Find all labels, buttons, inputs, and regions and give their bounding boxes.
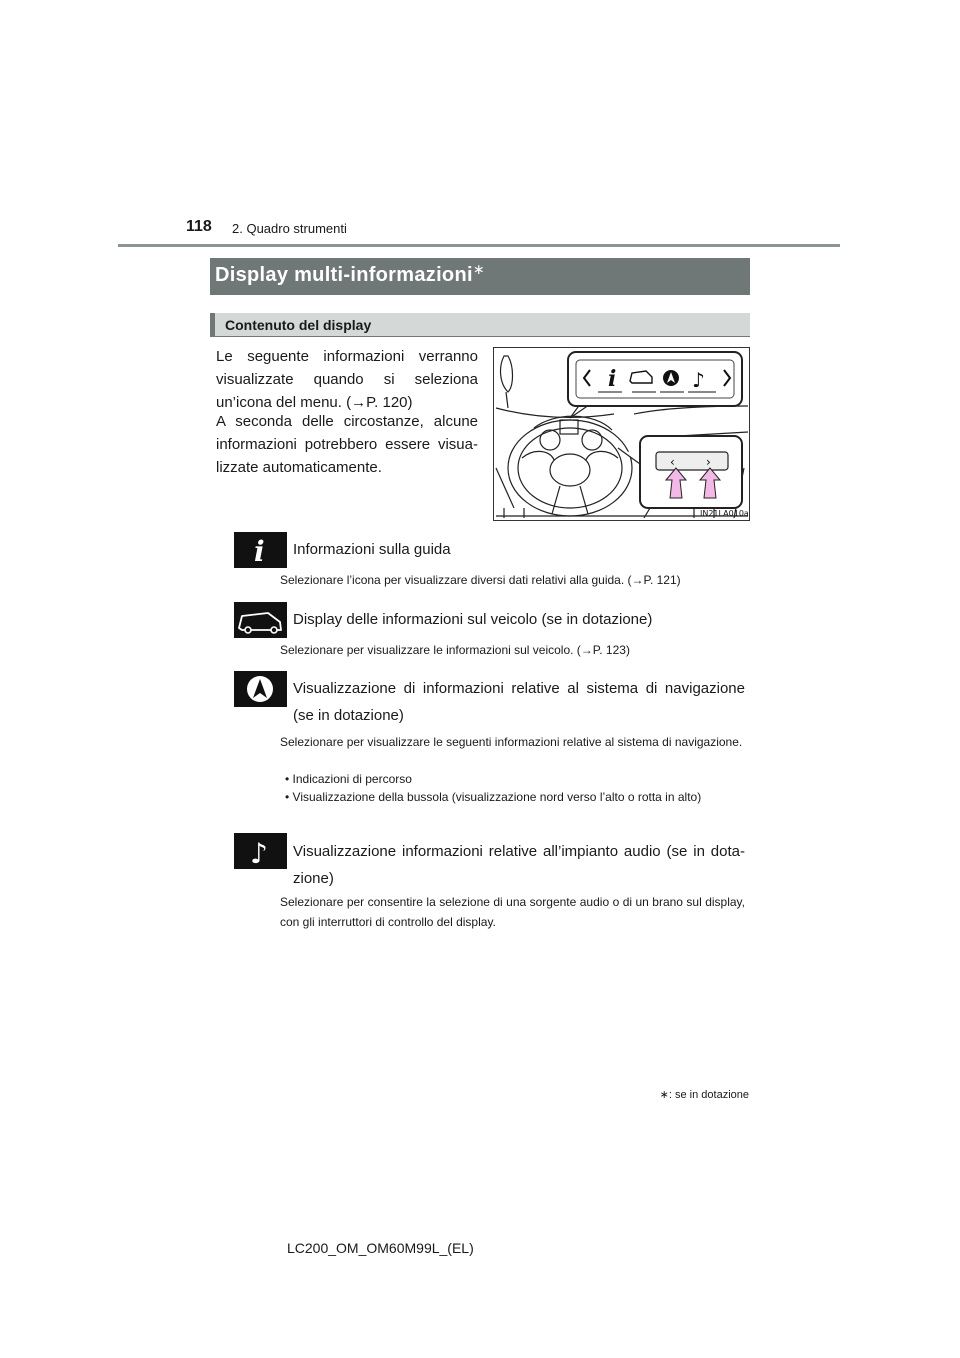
footnote-text: : se in dotazione (668, 1089, 749, 1101)
item-title-driving-info: Informazioni sulla guida (293, 541, 451, 558)
subsection-title: Contenuto del display (225, 317, 372, 333)
optional-equipment-mark: ∗ (472, 261, 485, 277)
subsection-underline (210, 336, 750, 337)
svg-text:‹: ‹ (670, 455, 675, 469)
item-title-vehicle-info: Display delle informazioni sul veicolo (se in dotazione) (293, 611, 653, 628)
svg-text:i: i (254, 535, 265, 568)
item-desc-driving-info: Selezionare l’icona per visualizzare diversi dati relativi alla guida. (→P. 121) (280, 573, 681, 587)
section-title (215, 261, 485, 287)
item-desc-navigation-info: Selezionare per visualizzare le seguenti informazioni relative al sistema di navigazione. (280, 735, 743, 749)
dashboard-illustration (493, 347, 750, 521)
section-title-text: Display multi-informazioni (215, 264, 473, 286)
intro-paragraph-1: Le seguente informazioni verranno visualizzate quando si seleziona un’icona del menu. (→P. 120) (216, 348, 478, 411)
footnote (660, 1088, 749, 1101)
item-title-navigation-info: Visualizzazione di informazioni relative al sistema di navigazione (se in dotazione) (293, 680, 745, 724)
bullet-route-guidance: • Indicazioni di percorso (285, 772, 412, 786)
vehicle-icon (234, 602, 287, 638)
subsection-heading-bar (210, 313, 750, 337)
illustration-code: IN21LA010a (700, 509, 749, 518)
bullet-compass-display: • Visualizzazione della bussola (visualizzazione nord verso l’alto o rotta in alto) (285, 790, 702, 804)
info-icon (234, 532, 287, 568)
item-title-audio-info: Visualizzazione informazioni relative all’impianto audio (se in dota-zione) (293, 843, 745, 887)
document-code: LC200_OM_OM60M99L_(EL) (287, 1240, 474, 1256)
page-number: 118 (186, 218, 212, 235)
chapter-title: 2. Quadro strumenti (232, 221, 347, 236)
svg-text:♪: ♪ (250, 837, 268, 869)
navigation-icon (234, 671, 287, 707)
footnote-mark: ∗ (659, 1089, 669, 1101)
svg-text:›: › (706, 455, 711, 469)
steering-wheel-display-drawing (494, 348, 749, 520)
item-desc-vehicle-info: Selezionare per visualizzare le informazioni sul veicolo. (→P. 123) (280, 643, 630, 657)
section-heading-bar (210, 258, 750, 295)
header-divider (118, 244, 840, 247)
intro-paragraph-2: A seconda delle circostanze, alcune informazioni potrebbero essere visua-lizzate automaticamente. (216, 413, 478, 476)
item-desc-audio-info: Selezionare per consentire la selezione di una sorgente audio o di un brano sul display, con gli interruttori di controllo del display. (280, 895, 745, 929)
info-icon: i (608, 366, 617, 392)
audio-note-icon: ♪ (692, 368, 705, 392)
audio-note-icon (234, 833, 287, 869)
